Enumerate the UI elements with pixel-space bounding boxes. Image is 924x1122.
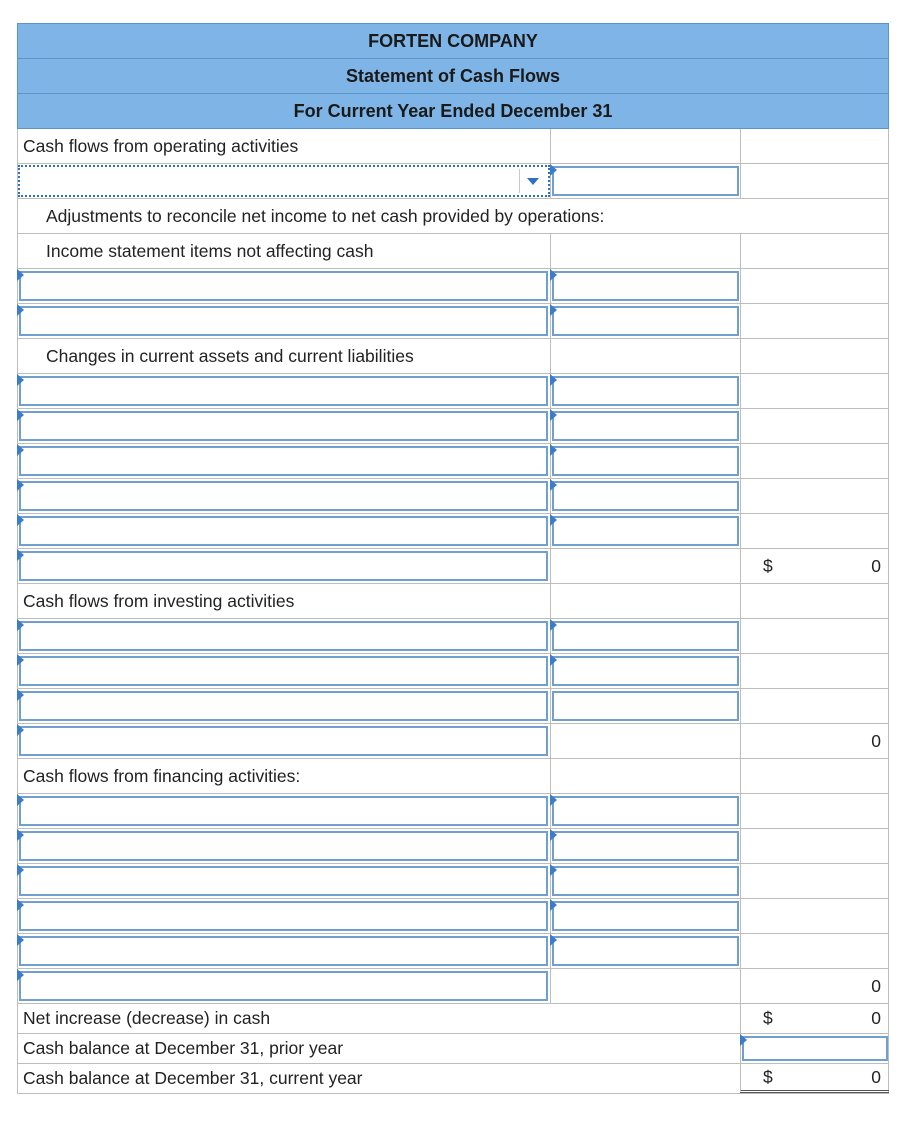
section-financing-row <box>17 759 889 794</box>
item-amount-input[interactable] <box>552 411 739 441</box>
investing-total-value: 0 <box>871 730 881 751</box>
input-marker-icon <box>17 269 24 281</box>
current-balance-label: Cash balance at December 31, current year <box>23 1068 363 1088</box>
item-amount-input[interactable] <box>552 796 739 826</box>
input-marker-icon <box>550 514 557 526</box>
item-label-input[interactable] <box>19 796 548 826</box>
changes-row <box>17 339 889 374</box>
input-marker-icon <box>550 269 557 281</box>
input-marker-icon <box>17 479 24 491</box>
currency-symbol: $ <box>763 1008 773 1028</box>
item-amount-input[interactable] <box>552 516 739 546</box>
change-line <box>17 374 889 409</box>
input-marker-icon <box>17 899 24 911</box>
input-marker-icon <box>17 689 24 701</box>
input-marker-icon <box>550 619 557 631</box>
investing-total-label-input[interactable] <box>19 726 548 756</box>
input-marker-icon <box>17 654 24 666</box>
item-label-input[interactable] <box>19 621 548 651</box>
operating-total-label-input[interactable] <box>19 551 548 581</box>
input-marker-icon <box>17 304 24 316</box>
adjustment-line <box>17 269 889 304</box>
chevron-down-icon[interactable] <box>519 169 546 193</box>
change-line <box>17 514 889 549</box>
financing-total-label-input[interactable] <box>19 971 548 1001</box>
item-amount-input[interactable] <box>552 831 739 861</box>
item-label-input[interactable] <box>19 271 548 301</box>
item-label-input[interactable] <box>19 691 548 721</box>
item-label-input[interactable] <box>19 656 548 686</box>
change-line <box>17 409 889 444</box>
item-label-input[interactable] <box>19 411 548 441</box>
input-marker-icon <box>17 969 24 981</box>
input-marker-icon <box>17 374 24 386</box>
financing-line <box>17 934 889 969</box>
financing-total-row <box>17 969 889 1004</box>
input-marker-icon <box>17 794 24 806</box>
prior-balance-input[interactable] <box>742 1036 888 1061</box>
net-income-amount-input[interactable] <box>552 166 739 196</box>
input-marker-icon <box>17 514 24 526</box>
input-marker-icon <box>740 1034 747 1046</box>
income-items-heading: Income statement items not affecting cash <box>46 240 374 261</box>
company-name: FORTEN COMPANY <box>17 23 889 58</box>
investing-line <box>17 689 889 724</box>
current-balance-row <box>17 1064 889 1094</box>
prior-balance-row <box>17 1034 889 1064</box>
currency-symbol: $ <box>763 1066 773 1087</box>
financing-line <box>17 794 889 829</box>
change-line <box>17 479 889 514</box>
item-label-input[interactable] <box>19 516 548 546</box>
input-marker-icon <box>550 864 557 876</box>
input-marker-icon <box>17 409 24 421</box>
operating-total-value: 0 <box>871 555 881 576</box>
item-label-input[interactable] <box>19 481 548 511</box>
input-marker-icon <box>550 654 557 666</box>
cash-flow-statement <box>17 23 889 1094</box>
financing-line <box>17 864 889 899</box>
adjustments-row <box>17 199 889 234</box>
section-operating-row <box>17 129 889 164</box>
statement-period: For Current Year Ended December 31 <box>17 93 889 129</box>
item-amount-input[interactable] <box>552 656 739 686</box>
current-balance-value: 0 <box>871 1066 881 1087</box>
investing-line <box>17 654 889 689</box>
net-change-row <box>17 1004 889 1034</box>
change-line <box>17 444 889 479</box>
section-investing-row <box>17 584 889 619</box>
input-marker-icon <box>550 409 557 421</box>
input-marker-icon <box>17 619 24 631</box>
input-marker-icon <box>550 829 557 841</box>
net-income-dropdown[interactable] <box>18 165 550 197</box>
input-marker-icon <box>17 724 24 736</box>
input-marker-icon <box>550 164 557 176</box>
item-amount-input[interactable] <box>552 691 739 721</box>
item-label-input[interactable] <box>19 306 548 336</box>
changes-heading: Changes in current assets and current liabilities <box>46 345 414 366</box>
item-amount-input[interactable] <box>552 306 739 336</box>
input-marker-icon <box>17 934 24 946</box>
operating-heading: Cash flows from operating activities <box>23 135 299 156</box>
item-label-input[interactable] <box>19 831 548 861</box>
item-label-input[interactable] <box>19 446 548 476</box>
item-amount-input[interactable] <box>552 621 739 651</box>
input-marker-icon <box>550 444 557 456</box>
prior-balance-label: Cash balance at December 31, prior year <box>23 1038 344 1058</box>
input-marker-icon <box>550 304 557 316</box>
adjustments-heading: Adjustments to reconcile net income to net cash provided by operations: <box>46 205 605 226</box>
input-marker-icon <box>17 549 24 561</box>
operating-total-row <box>17 549 889 584</box>
currency-symbol: $ <box>763 555 773 576</box>
input-marker-icon <box>550 374 557 386</box>
item-amount-input[interactable] <box>552 866 739 896</box>
input-marker-icon <box>17 829 24 841</box>
adjustment-line <box>17 304 889 339</box>
net-change-label: Net increase (decrease) in cash <box>23 1008 271 1028</box>
item-amount-input[interactable] <box>552 936 739 966</box>
item-amount-input[interactable] <box>552 376 739 406</box>
item-amount-input[interactable] <box>552 901 739 931</box>
item-amount-input[interactable] <box>552 271 739 301</box>
financing-heading: Cash flows from financing activities: <box>23 765 301 786</box>
input-marker-icon <box>550 899 557 911</box>
item-label-input[interactable] <box>19 376 548 406</box>
input-marker-icon <box>550 934 557 946</box>
statement-title: Statement of Cash Flows <box>17 58 889 93</box>
input-marker-icon <box>550 479 557 491</box>
item-label-input[interactable] <box>19 866 548 896</box>
financing-line <box>17 899 889 934</box>
net-change-value: 0 <box>871 1008 881 1028</box>
investing-total-row <box>17 724 889 759</box>
item-amount-input[interactable] <box>552 481 739 511</box>
item-amount-input[interactable] <box>552 446 739 476</box>
net-income-row <box>17 164 889 199</box>
input-marker-icon <box>550 794 557 806</box>
investing-heading: Cash flows from investing activities <box>23 590 295 611</box>
input-marker-icon <box>17 444 24 456</box>
item-label-input[interactable] <box>19 936 548 966</box>
item-label-input[interactable] <box>19 901 548 931</box>
financing-total-value: 0 <box>871 975 881 996</box>
input-marker-icon <box>17 864 24 876</box>
investing-line <box>17 619 889 654</box>
income-items-row <box>17 234 889 269</box>
financing-line <box>17 829 889 864</box>
